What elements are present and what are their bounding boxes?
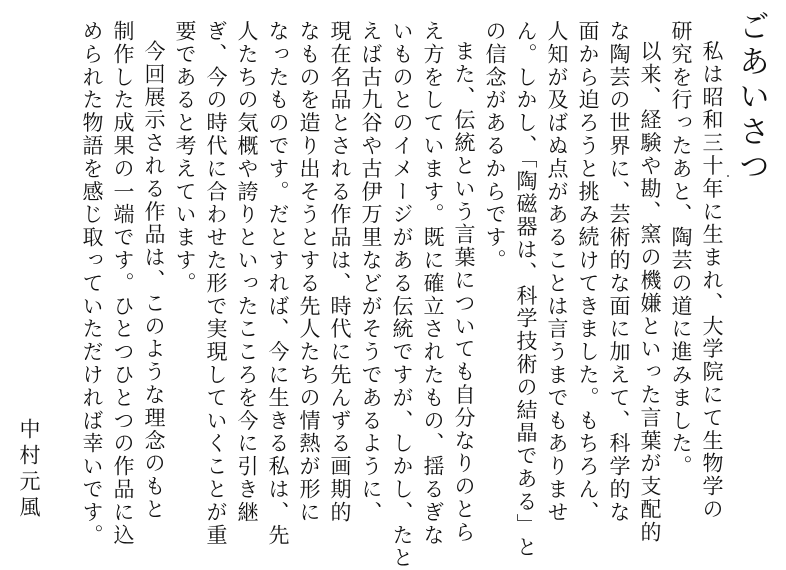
text-line-16: 人たちの気概や誇りといったこころを今に引き継 [235, 20, 259, 524]
text-line-9: また、伝統という言葉についても自分なりのとら [452, 40, 476, 544]
text-line-10: え方をしています。既に確立されたもの、揺るぎな [421, 20, 445, 547]
text-line-19: 今回展示される作品は、このような理念のもと [142, 40, 166, 521]
page-title: ごあいさつ [733, 10, 769, 185]
text-line-20: 制作した成果の一端です。ひとつひとつの作品に込 [111, 20, 135, 547]
text-line-14: なものを造り出そうとする先人たちの情熱が形に [297, 20, 321, 524]
text-line-6: 人知が及ばぬ点があることは言うまでもありませ [545, 20, 569, 524]
text-line-8: の信念があるからです。 [483, 20, 507, 272]
text-line-2: 研究を行ったあと、陶芸の道に進みました。 [669, 20, 693, 478]
text-line-3: 以来、経験や勘、窯の機嫌といった言葉が支配的 [638, 40, 662, 544]
paper-speck [727, 175, 729, 177]
text-line-4: な陶芸の世界に、芸術的な面に加えて、科学的な [607, 20, 631, 524]
text-line-21: められた物語を感じ取っていただければ幸いです。 [80, 20, 104, 547]
text-line-18: 要であると考えています。 [173, 20, 197, 295]
text-line-7: ん。しかし、「陶磁器は、科学技術の結晶である」と [514, 20, 538, 560]
text-line-12: えば古九谷や古伊万里などがそうであるように、 [359, 20, 383, 524]
text-line-13: 現在名品とされる作品は、時代に先んずる画期的 [328, 20, 352, 524]
text-line-17: ぎ、今の時代に合わせた形で実現していくことが重 [204, 20, 228, 547]
signature: 中村元風 [17, 418, 41, 522]
text-line-11: いものとのイメージがある伝統ですが、しかし、たと [390, 20, 414, 570]
text-line-5: 面から迫ろうと挑み続けてきました。もちろん、 [576, 20, 600, 524]
text-line-15: なったものです。だとすれば、今に生きる私は、先 [266, 20, 290, 547]
text-line-1: 私は昭和三十年に生まれ、大学院にて生物学の [700, 40, 724, 521]
